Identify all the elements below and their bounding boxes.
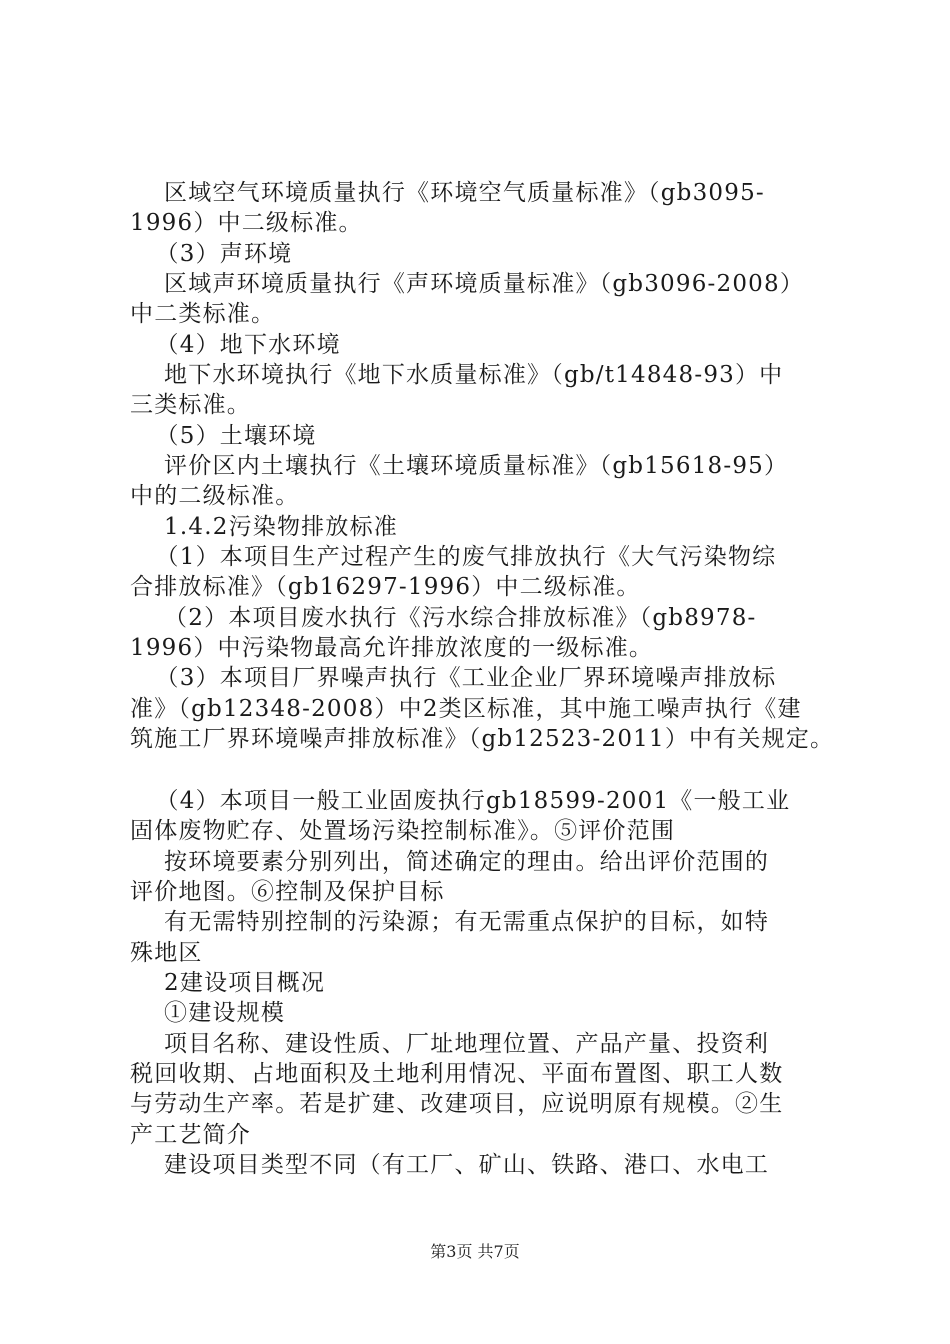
text-line: （4）本项目一般工业固废执行gb18599-2001《一般工业 [130,788,791,814]
text-line: 筑施工厂界环境噪声排放标准》（gb12523-2011）中有关规定。 [130,726,835,752]
text-line: 评价区内土壤执行《土壤环境质量标准》（gb15618-95） [130,453,789,479]
text-line: 有无需特别控制的污染源；有无需重点保护的目标，如特 [130,909,770,935]
text-line: 中的二级标准。 [130,483,300,509]
text-line: （3）本项目厂界噪声执行《工业企业厂界环境噪声排放标 [130,665,777,691]
section-heading: （4）地下水环境 [130,332,341,358]
text-line: 合排放标准》（gb16297-1996）中二级标准。 [130,574,641,600]
text-line: （1）本项目生产过程产生的废气排放执行《大气污染物综 [130,544,777,570]
section-heading: （3）声环境 [130,241,293,267]
text-line: 区域声环境质量执行《声环境质量标准》（gb3096-2008） [130,271,805,297]
text-line: 按环境要素分别列出，简述确定的理由。给出评价范围的 [130,849,770,875]
text-line: 固体废物贮存、处置场污染控制标准》。⑤评价范围 [130,818,676,844]
section-heading: ①建设规模 [130,1000,286,1026]
text-line: 税回收期、占地面积及土地利用情况、平面布置图、职工人数 [130,1061,784,1087]
text-line: 区域空气环境质量执行《环境空气质量标准》（gb3095- [130,180,765,206]
text-line: 1996）中污染物最高允许排放浓度的一级标准。 [130,635,654,661]
text-line: 殊地区 [130,940,203,966]
text-line: 1996）中二级标准。 [130,210,363,236]
text-line: 评价地图。⑥控制及保护目标 [130,879,445,905]
text-line: 准》（gb12348-2008）中2类区标准，其中施工噪声执行《建 [130,696,802,722]
text-line: （2）本项目废水执行《污水综合排放标准》（gb8978- [130,605,757,631]
section-heading: （5）土壤环境 [130,423,317,449]
text-line: 三类标准。 [130,392,251,418]
text-line: 与劳动生产率。若是扩建、改建项目，应说明原有规模。②生 [130,1091,784,1117]
page-footer: 第3页 共7页 [430,1242,520,1261]
text-line: 产工艺简介 [130,1122,251,1148]
section-heading: 1.4.2污染物排放标准 [130,514,398,540]
text-line: 建设项目类型不同（有工厂、矿山、铁路、港口、水电工 [130,1152,770,1178]
text-line: 中二类标准。 [130,301,276,327]
text-line: 地下水环境执行《地下水质量标准》（gb/t14848-93）中 [130,362,784,388]
section-heading: 2建设项目概况 [130,970,326,996]
text-line: 项目名称、建设性质、厂址地理位置、产品产量、投资利 [130,1031,770,1057]
